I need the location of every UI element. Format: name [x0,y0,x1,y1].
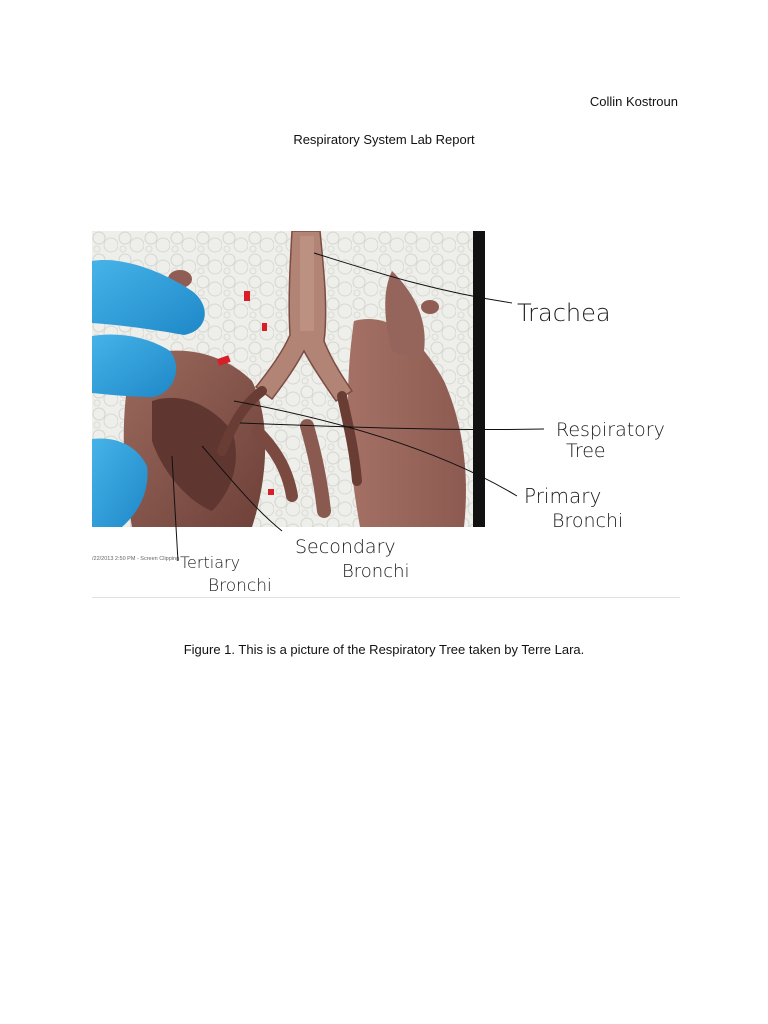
red-dye-mark [244,291,250,301]
tissue-fragment [421,300,439,314]
author-name: Collin Kostroun [589,94,678,109]
label-tertiary-bronchi-line1: Tertiary [180,553,241,572]
red-dye-mark [268,489,274,495]
label-primary-bronchi-line2: Bronchi [552,510,624,532]
red-dye-mark [262,323,267,331]
label-secondary-bronchi-line2: Bronchi [342,561,410,582]
label-secondary-bronchi-line1: Secondary [295,536,396,558]
photo [92,231,485,527]
photo-border [473,231,485,527]
document-title: Respiratory System Lab Report [293,132,475,147]
label-tertiary-bronchi-line2: Bronchi [208,576,272,596]
label-respiratory-tree-line1: Respiratory [556,419,665,441]
label-trachea: Trachea [517,299,611,327]
trachea-highlight [300,236,314,331]
figure-caption: Figure 1. This is a picture of the Respiratory Tree taken by Terre Lara. [183,642,585,657]
annotated-photo [92,231,680,597]
screen-clip-stamp: /22/2013 2:50 PM - Screen Clipping [92,556,180,562]
label-primary-bronchi-line1: Primary [524,484,602,508]
label-respiratory-tree-line2: Tree [566,440,606,462]
figure-respiratory-tree [92,231,680,598]
